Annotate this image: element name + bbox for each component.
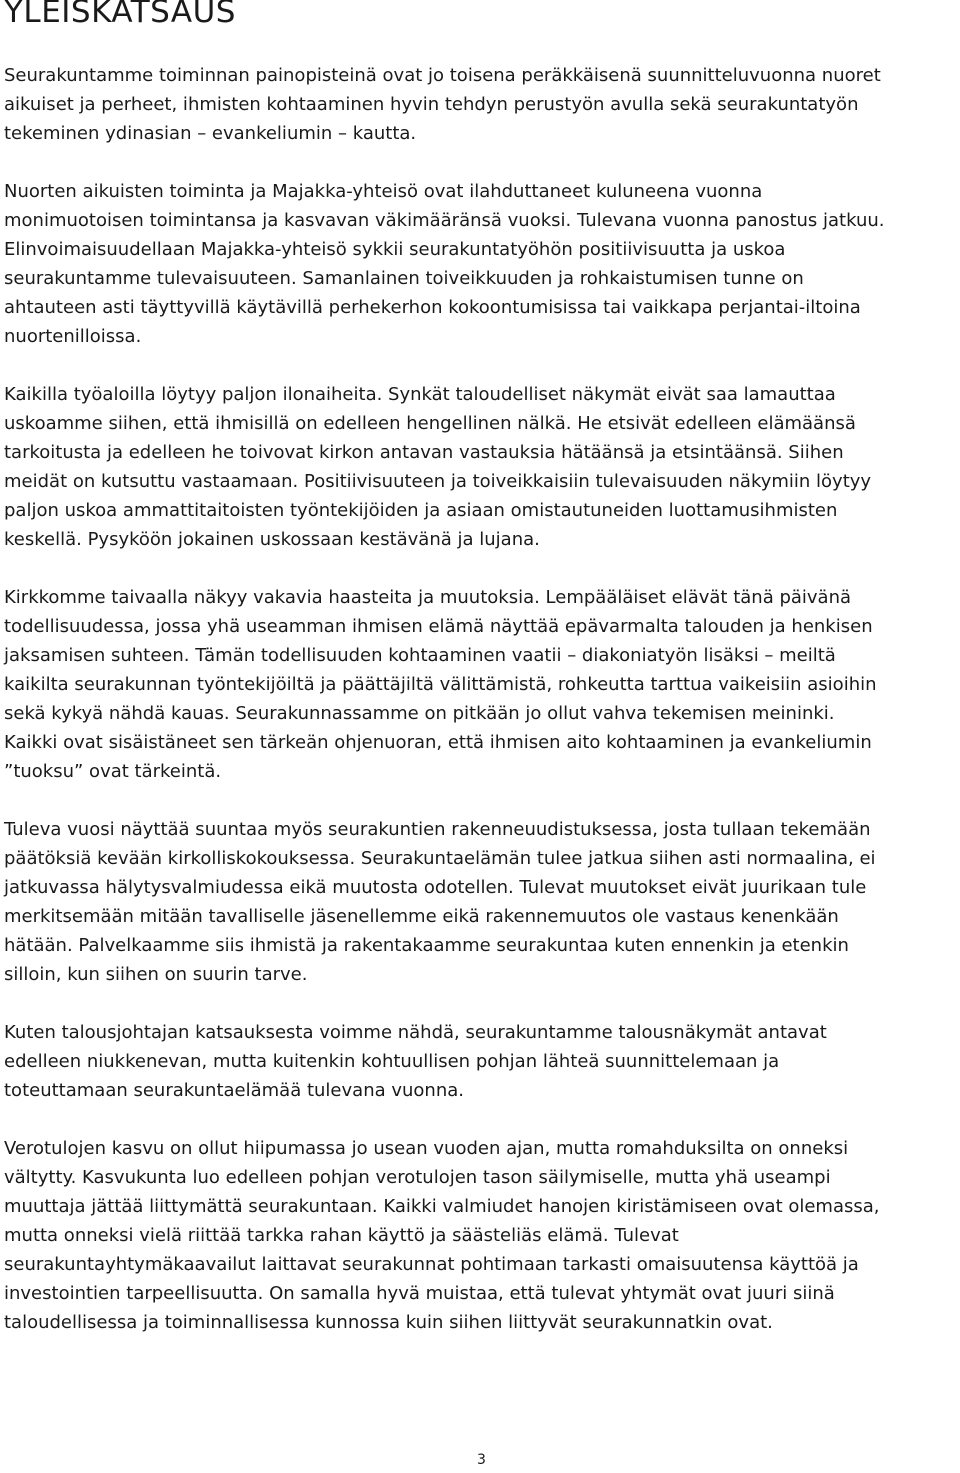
text-line: kaikilta seurakunnan työntekijöiltä ja päättäjiltä välittämistä, rohkeutta tarttua vaikeisiin asioihin — [4, 674, 877, 695]
text-line: ahtauteen asti täyttyvillä käytävillä perhekerhon kokoontumisissa tai vaikkapa perjantai-iltoina — [4, 297, 861, 318]
text-line: nuortenilloissa. — [4, 326, 142, 347]
text-line: Tuleva vuosi näyttää suuntaa myös seurakuntien rakenneuudistuksessa, josta tullaan tekemään — [4, 819, 871, 840]
text-line: uskoamme siihen, että ihmisillä on edelleen hengellinen nälkä. He etsivät edelleen elämäänsä — [4, 413, 856, 434]
text-line: hätään. Palvelkaamme siis ihmistä ja rakentakaamme seurakuntaa kuten ennenkin ja etenkin — [4, 935, 849, 956]
text-line: taloudellisessa ja toiminnallisessa kunnossa kuin siihen liittyvät seurakunnatkin ovat. — [4, 1312, 773, 1333]
text-line: Nuorten aikuisten toiminta ja Majakka-yhteisö ovat ilahduttaneet kuluneena vuonna — [4, 181, 763, 202]
text-line: Kuten talousjohtajan katsauksesta voimme nähdä, seurakuntamme talousnäkymät antavat — [4, 1022, 827, 1043]
page-number: 3 — [477, 1452, 486, 1468]
text-line: monimuotoisen toimintansa ja kasvavan väkimääränsä vuoksi. Tulevana vuonna panostus jatkuu. — [4, 210, 885, 231]
text-line: mutta onneksi vielä riittää tarkka rahan käyttö ja säästeliäs elämä. Tulevat — [4, 1225, 679, 1246]
text-line: jaksamisen suhteen. Tämän todellisuuden kohtaaminen vaatii – diakoniatyön lisäksi – meiltä — [4, 645, 836, 666]
page-heading: YLEISKATSAUS — [4, 0, 236, 30]
text-line: Kaikilla työaloilla löytyy paljon ilonaiheita. Synkät taloudelliset näkymät eivät saa lamauttaa — [4, 384, 836, 405]
paragraph — [4, 380, 952, 554]
text-line: keskellä. Pysyköön jokainen uskossaan kestävänä ja lujana. — [4, 529, 540, 550]
text-line: sekä kykyä nähdä kauas. Seurakunnassamme on pitkään jo ollut vahva tekemisen meininki. — [4, 703, 835, 724]
text-line: seurakuntayhtymäkaavailut laittavat seurakunnat pohtimaan tarkasti omaisuutensa käyttöä ja — [4, 1254, 859, 1275]
text-line: toteuttamaan seurakuntaelämää tulevana vuonna. — [4, 1080, 464, 1101]
text-line: päätöksiä kevään kirkolliskokouksessa. Seurakuntaelämän tulee jatkua siihen asti normaalina, ei — [4, 848, 876, 869]
text-line: tarkoitusta ja edelleen he toivovat kirkon antavan vastauksia hätäänsä ja etsintäänsä. Siihen — [4, 442, 844, 463]
paragraph — [4, 1134, 952, 1337]
text-line: muuttaja jättää liittymättä seurakuntaan. Kaikki valmiudet hanojen kiristämiseen ovat olemassa, — [4, 1196, 880, 1217]
paragraph — [4, 815, 952, 989]
paragraph — [4, 61, 952, 148]
paragraph — [4, 177, 952, 351]
text-line: Elinvoimaisuudellaan Majakka-yhteisö sykkii seurakuntatyöhön positiivisuutta ja uskoa — [4, 239, 786, 260]
text-line: Seurakuntamme toiminnan painopisteinä ovat jo toisena peräkkäisenä suunnitteluvuonna nuoret — [4, 65, 881, 86]
text-line: paljon uskoa ammattitaitoisten työntekijöiden ja asiaan omistautuneiden luottamusihmisten — [4, 500, 838, 521]
paragraph — [4, 583, 952, 786]
text-line: merkitsemään mitään tavalliselle jäsenellemme eikä rakennemuutos ole vastaus kenenkään — [4, 906, 839, 927]
text-line: Verotulojen kasvu on ollut hiipumassa jo usean vuoden ajan, mutta romahduksilta on onneksi — [4, 1138, 849, 1159]
text-line: silloin, kun siihen on suurin tarve. — [4, 964, 308, 985]
body-text — [4, 61, 952, 1366]
text-line: todellisuudessa, jossa yhä useamman ihmisen elämä näyttää epävarmalta talouden ja henkisen — [4, 616, 873, 637]
text-line: meidät on kutsuttu vastaamaan. Positiivisuuteen ja toiveikkaisiin tulevaisuuden näkymiin löytyy — [4, 471, 872, 492]
text-line: investointien tarpeellisuutta. On samalla hyvä muistaa, että tulevat yhtymät ovat juuri siinä — [4, 1283, 835, 1304]
text-line: vältytty. Kasvukunta luo edelleen pohjan verotulojen tason säilymiselle, mutta yhä useampi — [4, 1167, 831, 1188]
text-line: aikuiset ja perheet, ihmisten kohtaaminen hyvin tehdyn perustyön avulla sekä seurakuntatyön — [4, 94, 859, 115]
text-line: ”tuoksu” ovat tärkeintä. — [4, 761, 222, 782]
text-line: Kirkkomme taivaalla näkyy vakavia haasteita ja muutoksia. Lempääläiset elävät tänä päivänä — [4, 587, 852, 608]
text-line: jatkuvassa hälytysvalmiudessa eikä muutosta odotellen. Tulevat muutokset eivät juurikaan tule — [4, 877, 867, 898]
text-line: edelleen niukkenevan, mutta kuitenkin kohtuullisen pohjan lähteä suunnittelemaan ja — [4, 1051, 780, 1072]
text-line: tekeminen ydinasian – evankeliumin – kautta. — [4, 123, 417, 144]
paragraph — [4, 1018, 952, 1105]
text-line: Kaikki ovat sisäistäneet sen tärkeän ohjenuoran, että ihmisen aito kohtaaminen ja evankeliumin — [4, 732, 872, 753]
text-line: seurakuntamme tulevaisuuteen. Samanlainen toiveikkuuden ja rohkaistumisen tunne on — [4, 268, 804, 289]
